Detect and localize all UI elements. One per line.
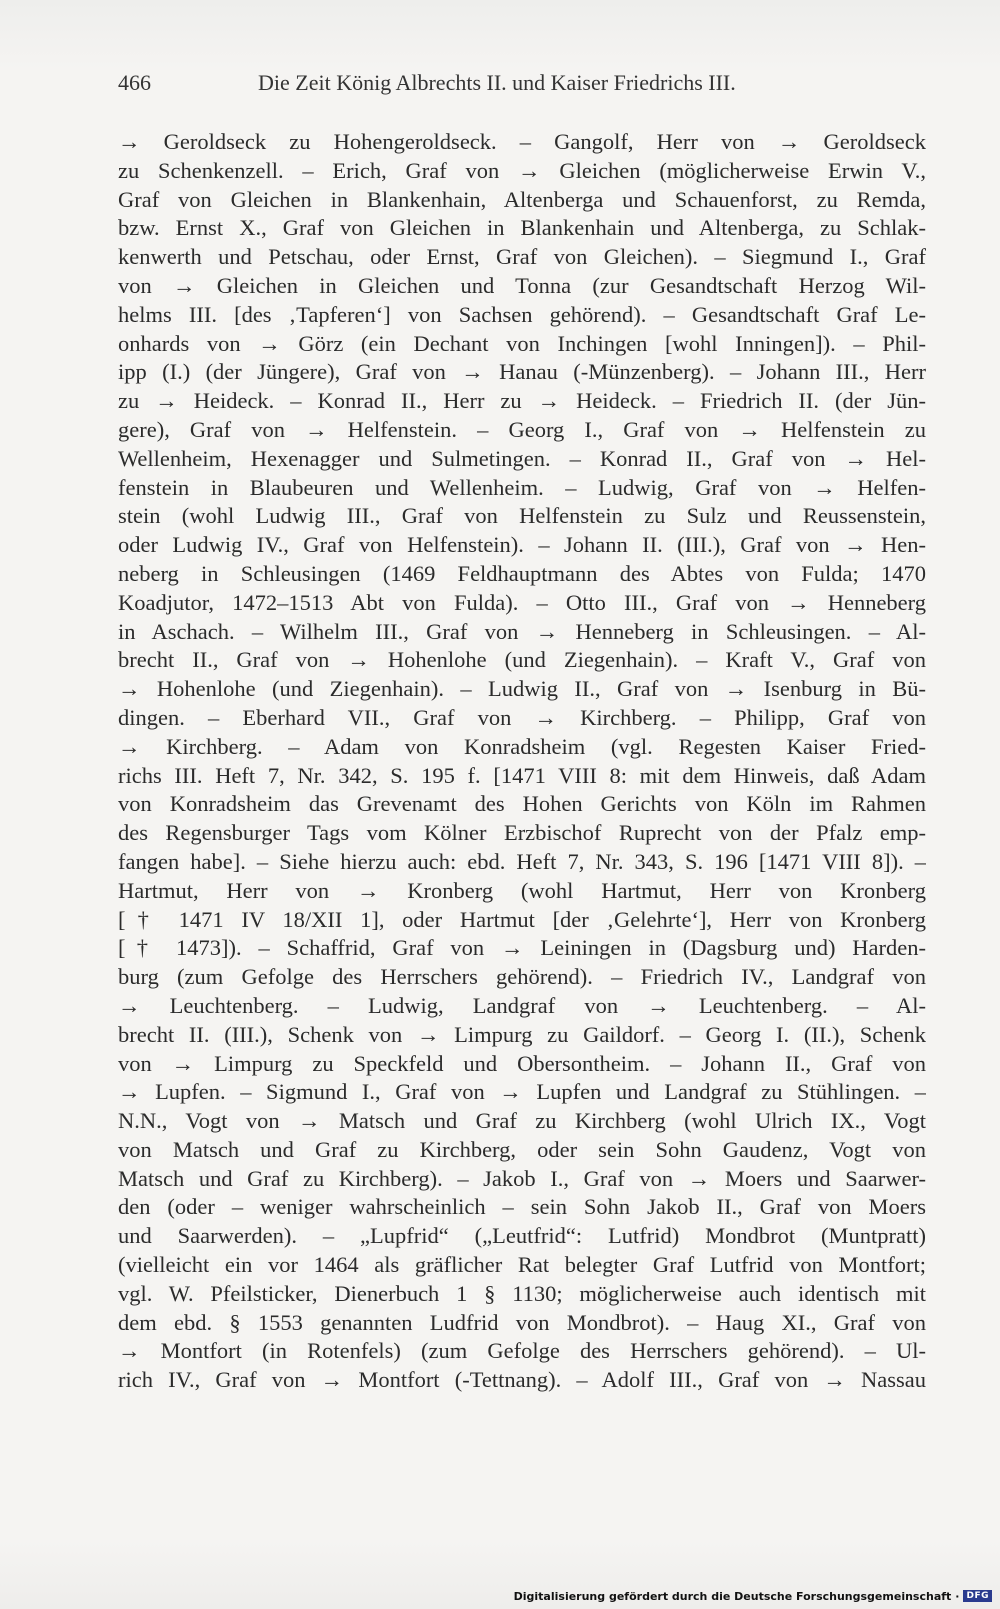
running-title: Die Zeit König Albrechts II. und Kaiser Friedrichs III. [258, 70, 736, 95]
text-line: → Hohenlohe (und Ziegenhain). – Ludwig II., Graf von → Isenburg in Bü- [118, 676, 926, 702]
text-line: brecht II., Graf von → Hohenlohe (und Ziegenhain). – Kraft V., Graf von [118, 647, 926, 673]
dot-separator: · [955, 1589, 960, 1603]
text-line: von → Gleichen in Gleichen und Tonna (zur Gesandtschaft Herzog Wil- [118, 272, 926, 298]
text-line: [† 1473]). – Schaffrid, Graf von → Leiningen in (Dagsburg und) Harden- [118, 935, 926, 961]
text-line: von Konradsheim das Grevenamt des Hohen Gerichts von Köln im Rahmen [118, 791, 926, 817]
text-line: Graf von Gleichen in Blankenhain, Altenberga und Schauenforst, zu Remda, [118, 186, 926, 212]
credit-text: Digitalisierung gefördert durch die Deutsche Forschungsgemeinschaft [513, 1589, 952, 1603]
text-line: neberg in Schleusingen (1469 Feldhauptmann des Abtes von Fulda; 1470 [118, 560, 926, 586]
text-line: fangen habe]. – Siehe hierzu auch: ebd. Heft 7, Nr. 343, S. 196 [1471 VIII 8]). – [118, 848, 926, 874]
text-line: und Saarwerden). – „Lupfrid“ („Leutfrid“: Lutfrid) Mondbrot (Muntpratt) [118, 1223, 926, 1249]
text-line: den (oder – weniger wahrscheinlich – sein Sohn Jakob II., Graf von Moers [118, 1194, 926, 1220]
text-line: Koadjutor, 1472–1513 Abt von Fulda). – Otto III., Graf von → Henneberg [118, 589, 926, 615]
text-line: brecht II. (III.), Schenk von → Limpurg zu Gaildorf. – Georg I. (II.), Schenk [118, 1021, 926, 1047]
text-line: zu → Heideck. – Konrad II., Herr zu → Heideck. – Friedrich II. (der Jün- [118, 388, 926, 414]
text-line: fenstein in Blaubeuren und Wellenheim. – Ludwig, Graf von → Helfen- [118, 474, 926, 500]
text-line: helms III. [des ‚Tapferen‘] von Sachsen gehörend). – Gesandtschaft Graf Le- [118, 301, 926, 327]
text-line: oder Ludwig IV., Graf von Helfenstein). – Johann II. (III.), Graf von → Hen- [118, 532, 926, 558]
text-line: dingen. – Eberhard VII., Graf von → Kirchberg. – Philipp, Graf von [118, 704, 926, 730]
page-header [118, 70, 928, 106]
text-line: burg (zum Gefolge des Herrschers gehörend). – Friedrich IV., Landgraf von [118, 964, 926, 990]
dfg-logo: DFG [963, 1590, 992, 1602]
body-text [118, 128, 926, 1428]
text-line: → Lupfen. – Sigmund I., Graf von → Lupfen und Landgraf zu Stühlingen. – [118, 1079, 926, 1105]
text-line: bzw. Ernst X., Graf von Gleichen in Blankenhain und Altenberga, zu Schlak- [118, 215, 926, 241]
text-line: von → Limpurg zu Speckfeld und Obersontheim. – Johann II., Graf von [118, 1050, 926, 1076]
text-line: gere), Graf von → Helfenstein. – Georg I., Graf von → Helfenstein zu [118, 416, 926, 442]
text-line: von Matsch und Graf zu Kirchberg, oder sein Sohn Gaudenz, Vogt von [118, 1136, 926, 1162]
text-line: → Geroldseck zu Hohengeroldseck. – Gangolf, Herr von → Geroldseck [118, 129, 926, 154]
text-line: → Leuchtenberg. – Ludwig, Landgraf von → Leuchtenberg. – Al- [118, 992, 926, 1018]
text-line: N.N., Vogt von → Matsch und Graf zu Kirchberg (wohl Ulrich IX., Vogt [118, 1108, 926, 1134]
text-line: richs III. Heft 7, Nr. 342, S. 195 f. [1471 VIII 8: mit dem Hinweis, daß Adam [118, 762, 926, 788]
text-line: (vielleicht ein vor 1464 als gräflicher Rat belegter Graf Lutfrid von Montfort; [118, 1252, 926, 1278]
text-line: in Aschach. – Wilhelm III., Graf von → Henneberg in Schleusingen. – Al- [118, 618, 926, 644]
page-number: 466 [118, 70, 151, 95]
text-line: ipp (I.) (der Jüngere), Graf von → Hanau (-Münzenberg). – Johann III., Herr [118, 359, 926, 385]
text-line: rich IV., Graf von → Montfort (-Tettnang). – Adolf III., Graf von → Nassau [118, 1367, 926, 1393]
text-line: zu Schenkenzell. – Erich, Graf von → Gleichen (möglicherweise Erwin V., [118, 157, 926, 183]
text-line: onhards von → Görz (ein Dechant von Inchingen [wohl Inningen]). – Phil- [118, 330, 926, 356]
text-line: dem ebd. § 1553 genannten Ludfrid von Mondbrot). – Haug XI., Graf von [118, 1309, 926, 1335]
text-line: Wellenheim, Hexenagger und Sulmetingen. – Konrad II., Graf von → Hel- [118, 445, 926, 471]
digitization-credit [514, 1587, 992, 1605]
text-line: vgl. W. Pfeilsticker, Dienerbuch 1 § 1130; möglicherweise auch identisch mit [118, 1280, 926, 1306]
text-line: stein (wohl Ludwig III., Graf von Helfenstein zu Sulz und Reussenstein, [118, 503, 926, 529]
text-line: → Montfort (in Rotenfels) (zum Gefolge des Herrschers gehörend). – Ul- [118, 1338, 926, 1364]
text-line: Matsch und Graf zu Kirchberg). – Jakob I., Graf von → Moers und Saarwer- [118, 1165, 926, 1191]
text-line: → Kirchberg. – Adam von Konradsheim (vgl. Regesten Kaiser Fried- [118, 733, 926, 759]
text-line: des Regensburger Tags vom Kölner Erzbischof Ruprecht von der Pfalz emp- [118, 820, 926, 846]
text-line: Hartmut, Herr von → Kronberg (wohl Hartmut, Herr von Kronberg [118, 877, 926, 903]
text-line: kenwerth und Petschau, oder Ernst, Graf von Gleichen). – Siegmund I., Graf [118, 244, 926, 270]
text-line: [† 1471 IV 18/XII 1], oder Hartmut [der ‚Gelehrte‘], Herr von Kronberg [118, 906, 926, 932]
